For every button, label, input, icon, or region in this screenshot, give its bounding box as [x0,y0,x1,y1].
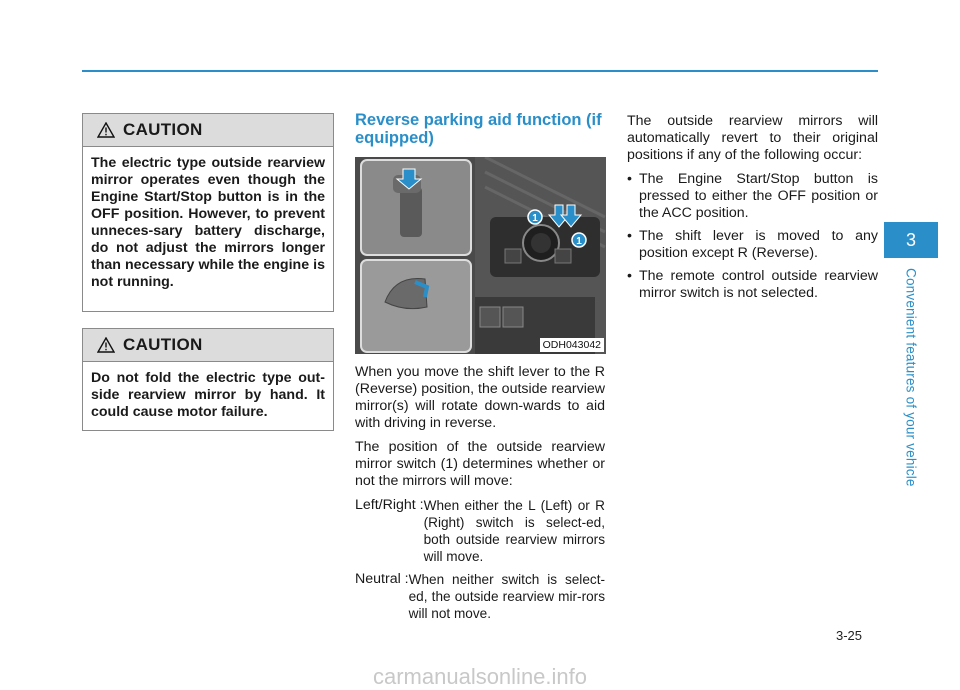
chapter-number-tab: 3 [884,222,938,258]
top-rule [82,70,878,72]
caution-title: CAUTION [123,120,203,139]
definition-term: Neutral : [355,571,409,587]
caution-text: The electric type outside rearview mirror operates even though the Engine Start/Stop button is in the OFF position. However, to prevent unneces-sary battery discharge, do not adjust the mirrors longer than necessary while the engine is not running. [91,155,325,290]
paragraph: The outside rearview mirrors will automatically revert to their original positions if any of the following occur: [627,113,878,163]
watermark: carmanualsonline.info [372,664,588,689]
middle-column [355,364,605,628]
chapter-title-vertical [896,268,926,498]
list-item: • The shift lever is moved to any position except R (Reverse). [627,228,878,262]
definition-term: Left/Right : [355,497,424,513]
chapter-title: Convenient features of your vehicle [903,268,919,487]
definition-neutral [355,571,605,622]
definition-desc: When neither switch is select-ed, the outside rearview mir-rors will not move. [408,572,605,621]
section-title: Reverse parking aid function (if equipped) [355,111,602,147]
definition-left-right [355,497,605,565]
caution-header [83,114,333,147]
console-illustration [355,157,606,354]
bullet-list [627,171,878,302]
paragraph: When you move the shift lever to the R (Reverse) position, the outside rearview mirror(s) will rotate down-wards to aid with driving in reverse. [355,364,605,431]
paragraph: The position of the outside rearview mirror switch (1) determines whether or not the mirrors will move: [355,439,605,489]
list-item: • The remote control outside rearview mirror switch is not selected. [627,268,878,302]
callout-1: 1 [532,213,538,224]
page-number: 3-25 [836,628,863,643]
callout-1: 1 [576,236,582,247]
caution-title: CAUTION [123,335,203,354]
definition-desc: When either the L (Left) or R (Right) switch is select-ed, both outside rearview mirrors will move. [423,498,605,564]
warning-icon [97,337,115,353]
caution-box-fold [82,328,334,431]
right-column [627,113,878,308]
figure-code: ODH043042 [540,338,604,352]
warning-icon [97,122,115,138]
caution-header [83,329,333,362]
list-item: • The Engine Start/Stop button is pressed to either the OFF position or the ACC position. [627,171,878,222]
caution-box-battery [82,113,334,312]
mirror-switch-figure [355,157,606,354]
caution-text: Do not fold the electric type out-side rearview mirror by hand. It could cause motor failure. [91,370,325,420]
